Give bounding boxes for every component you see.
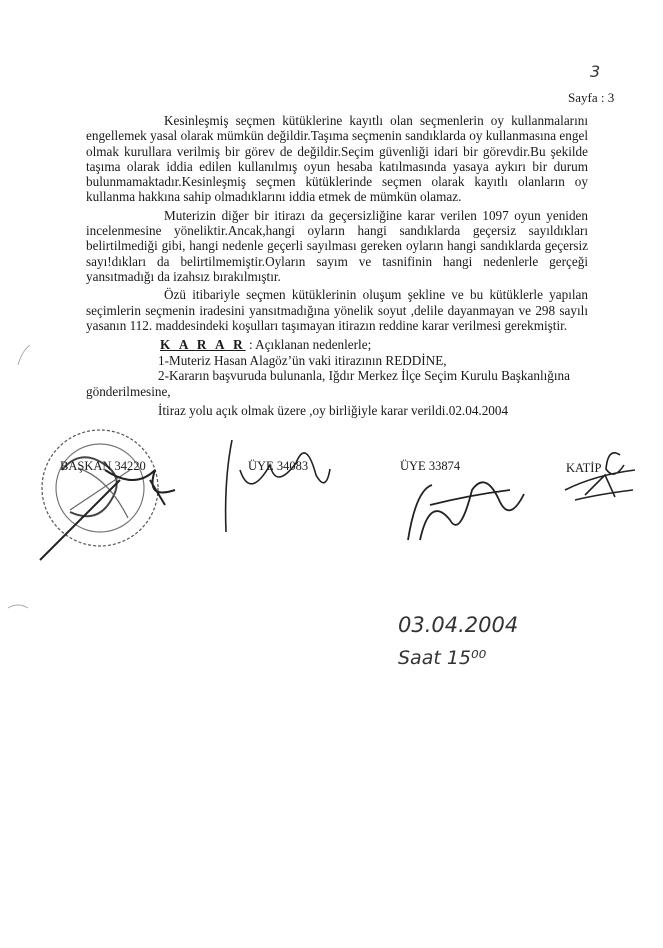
handwritten-page-number: 3 [590, 62, 601, 81]
karar-label: K A R A R [160, 337, 246, 352]
katip-signature [565, 453, 635, 500]
margin-mark [8, 345, 30, 608]
signature-baskan-label: BAŞKAN 34220 [60, 459, 146, 473]
uye2-signature [408, 482, 524, 540]
uye1-signature [226, 440, 330, 532]
karar-intro: : Açıklanan nedenlerle; [245, 337, 372, 352]
karar-item-2: 2-Kararın başvuruda bulunanla, Iğdır Merkez İlçe Seçim Kurulu Başkanlığına [158, 368, 570, 384]
closing-statement: İtiraz yolu açık olmak üzere ,oy birliğiyle karar verildi.02.04.2004 [158, 403, 509, 419]
page-label: Sayfa : 3 [568, 90, 615, 105]
paragraph-3: Özü itibariyle seçmen kütüklerinin oluşum şekline ve bu kütüklerle yapılan seçimlerin seçmenin iradesini yansıtmadığına yönelik soyut ,delile dayanmayan ve 298 sayılı yasanın 112. maddesindeki koşulları taşımayan itirazın reddine karar verilmesi gerekmiştir. [86, 287, 588, 333]
karar-item-2-cont: gönderilmesine, [86, 383, 171, 399]
signature-katip-label: KATİP [566, 461, 602, 475]
signature-uye1-label: ÜYE 34083 [248, 459, 309, 473]
paragraph-1: Kesinleşmiş seçmen kütüklerine kayıtlı olan seçmenlerin oy kullanmalarını engellemek yasal olarak mümkün değildir.Taşıma seçmenin sandıklarda oy kullanmasına engel olmak kurullara verilmiş bir görev de değildir.Seçim güvenliği idari bir görevdir.Bu şekilde taşıma olarak iddia edilen kullanılmış oyun hesaba katılmasında yasaya aykırı bir durum bulunmamaktadır.Kesinleşmiş seçmen kütüklerinde seçmen olarak kayıtlı olanların oy kullanma hakkına sahip olmadıklarını iddia etmek de mümkün olamaz. [86, 113, 588, 205]
paragraph-2: Muterizin diğer bir itirazı da geçersizliğine karar verilen 1097 oyun yeniden incelenmesine yöneliktir.Ancak,hangi oyların hangi sandıklarda geçersiz sayıldıkları belirtilmediği gibi, hangi nedenle geçerli sayılması gereken oyların hangi sandıklarda geçersiz sayı!dıkları da belirtilmemiştir.Oyların sayım ve tasnifinin hangi nedenlerle gerçeği yansıtmadığı da izahsız bırakılmıştır. [86, 207, 588, 284]
signature-uye2-label: ÜYE 33874 [400, 459, 461, 473]
official-seal [42, 430, 158, 546]
handwritten-date: 03.04.2004 [398, 613, 519, 637]
karar-item-1: 1-Muteriz Hasan Alagöz’ün vaki itirazının REDDİNE, [158, 352, 447, 368]
handwritten-time: Saat 15⁰⁰ [398, 647, 487, 669]
baskan-signature [40, 470, 175, 560]
